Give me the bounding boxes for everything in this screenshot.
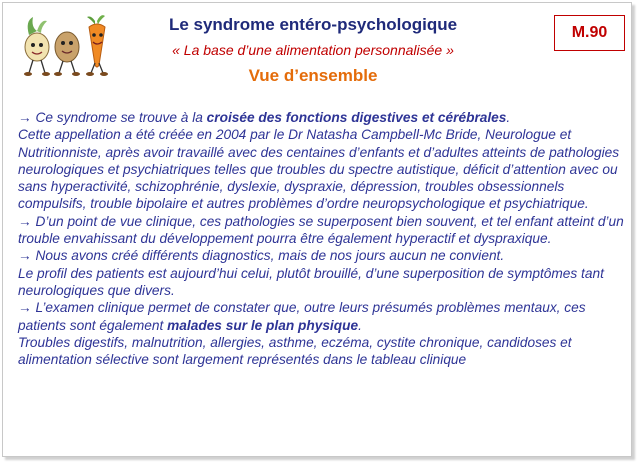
document-frame [2, 2, 632, 457]
paragraph-3-continuation: Le profil des patients est aujourd’hui celui, plutôt brouillé, d’une superposition de symptômes tant neurologiques que divers. [18, 265, 604, 298]
paragraph-2 [18, 213, 626, 248]
carrot-character [86, 15, 108, 76]
paragraph-4 [18, 299, 626, 334]
arrow-icon: → [18, 213, 32, 229]
page-title: Le syndrome entéro-psychologique [168, 15, 458, 34]
paragraph-4-continuation: Troubles digestifs, malnutrition, allergies, asthme, eczéma, cystite chronique, candidoses et alimentation sélective sont largement représentés dans le tableau clinique [18, 334, 572, 368]
document-code-badge: M.90 [554, 15, 625, 51]
paragraph-1-text-a: Ce syndrome se trouve à la [31, 110, 207, 125]
paragraph-4-text-a: L’examen clinique permet de constater que, outre leurs présumés problèmes mentaux, ces patients sont également [18, 300, 586, 333]
paragraph-3-text: Nous avons créé différents diagnostics, mais de nos jours aucun ne convient. [31, 248, 505, 264]
section-heading: Vue d’ensemble [248, 66, 378, 85]
onion-character [24, 17, 50, 76]
arrow-icon: → [18, 110, 32, 125]
paragraph-4-text-c: . [358, 317, 362, 333]
paragraph-4-emphasis: malades sur le plan physique [167, 317, 359, 333]
paragraph-1 [18, 109, 626, 126]
paragraph-2-text: D’un point de vue clinique, ces pathologies se superposent bien souvent, et tel enfant atteint d’un trouble envahissant du développement pourra être également hyperactif et dyspraxique. [18, 213, 624, 247]
arrow-icon: → [18, 300, 32, 316]
paragraph-3 [18, 247, 626, 264]
arrow-icon: → [18, 248, 32, 264]
page-subtitle: « La base d’une alimentation personnalisée » [172, 42, 454, 58]
body-text [18, 109, 626, 368]
paragraph-1-emphasis: croisée des fonctions digestives et cérébrales [206, 110, 507, 125]
paragraph-1-continuation: Cette appellation a été créée en 2004 par le Dr Natasha Campbell-Mc Bride, Neurologue et Nutritionniste, après avoir travaillé avec des centaines d’enfants et d’adultes atteints de pathologies neurologiques et psychiatriques telles que troubles du spectre autistique, déficit d’attention avec ou sans hyperactivité, schizophrénie, dyslexie, dyspraxie, dépression, troubles obsessionnels compulsifs, trouble bipolaire et autres problèmes d’ordre neuropsychologique et psychiatrique. [18, 127, 620, 212]
vegetables-illustration [15, 13, 115, 78]
potato-character [54, 32, 80, 76]
paragraph-1-text-c: . [506, 110, 511, 125]
